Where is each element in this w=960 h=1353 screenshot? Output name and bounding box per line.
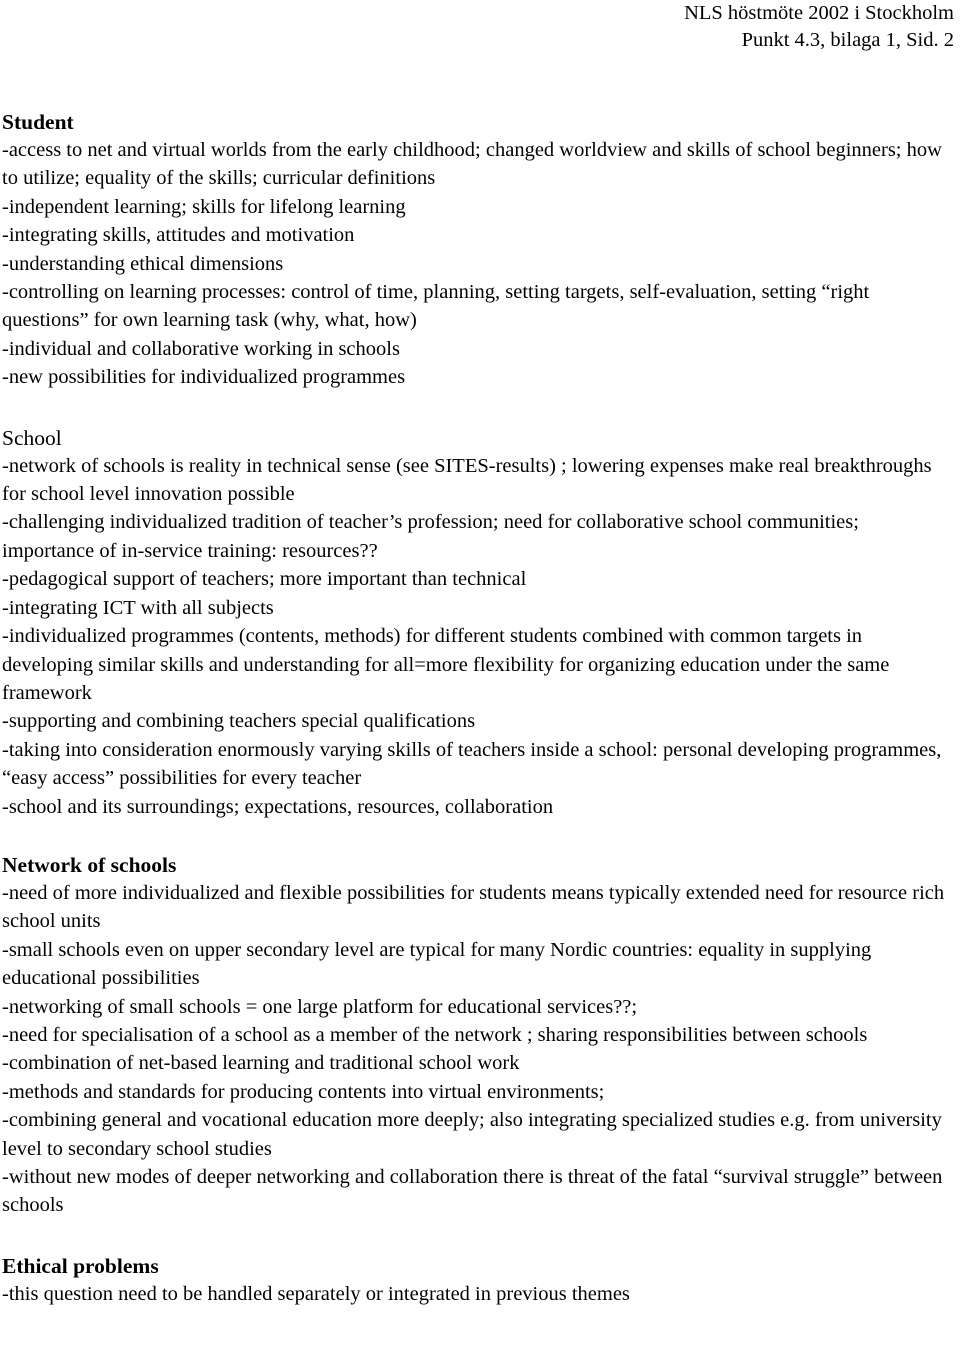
list-item: -pedagogical support of teachers; more important than technical (2, 568, 527, 591)
section-ethical-problems (2, 1252, 956, 1308)
list-item: -understanding ethical dimensions (2, 252, 284, 275)
section-heading-school: School (2, 425, 62, 450)
list-item: -integrating skills, attitudes and motivation (2, 224, 355, 247)
section-heading-ethical-problems: Ethical problems (2, 1253, 159, 1278)
list-item: -need of more individualized and flexible possibilities for students means typically extended need for resource rich school units (2, 881, 945, 933)
list-item: -challenging individualized tradition of teacher’s profession; need for collaborative school communities; importance of in-service training: resources?? (2, 511, 859, 562)
list-item: -without new modes of deeper networking and collaboration there is threat of the fatal “survival struggle” between schools (2, 1166, 943, 1217)
list-item: -networking of small schools = one large platform for educational services??; (2, 995, 638, 1018)
list-item: -individual and collaborative working in schools (2, 337, 400, 360)
list-item: -combining general and vocational education more deeply; also integrating specialized studies e.g. from university level to secondary school studies (2, 1109, 942, 1160)
list-item: -this question need to be handled separately or integrated in previous themes (2, 1282, 630, 1305)
list-item: -need for specialisation of a school as a member of the network ; sharing responsibilities between schools (2, 1023, 868, 1046)
page-header (2, 0, 954, 54)
list-item: -individualized programmes (contents, methods) for different students combined with common targets in developing similar skills and understanding for all=more flexibility for organizing education under the same framework (2, 625, 890, 704)
list-item: -controlling on learning processes: control of time, planning, setting targets, self-evaluation, setting “right questions” for own learning task (why, what, how) (2, 281, 870, 332)
list-item: -network of schools is reality in technical sense (see SITES-results) ; lowering expenses make real breakthroughs for school level innovation possible (2, 454, 932, 506)
header-meeting-line: NLS höstmöte 2002 i Stockholm (684, 2, 954, 24)
section-body-network-of-schools (2, 879, 956, 1220)
list-item: -new possibilities for individualized programmes (2, 366, 406, 389)
header-page-reference: Punkt 4.3, bilaga 1, Sid. 2 (741, 29, 954, 51)
section-body-student (2, 136, 956, 392)
list-item: -methods and standards for producing contents into virtual environments; (2, 1080, 605, 1103)
section-body-ethical-problems (2, 1280, 956, 1308)
list-item: -taking into consideration enormously varying skills of teachers inside a school: personal developing programmes, “easy access” possibilities for every teacher (2, 738, 942, 790)
list-item: -school and its surroundings; expectations, resources, collaboration (2, 795, 554, 818)
section-network-of-schools (2, 851, 956, 1220)
list-item: -independent learning; skills for lifelong learning (2, 195, 406, 218)
list-item: -small schools even on upper secondary level are typical for many Nordic countries: equality in supplying educational possibilities (2, 938, 872, 990)
section-heading-network-of-schools: Network of schools (2, 852, 177, 877)
section-body-school (2, 452, 956, 821)
list-item: -combination of net-based learning and traditional school work (2, 1052, 520, 1075)
list-item: -integrating ICT with all subjects (2, 596, 274, 619)
section-school (2, 424, 956, 821)
list-item: -access to net and virtual worlds from the early childhood; changed worldview and skills of school beginners; how to utilize; equality of the skills; curricular definitions (2, 139, 942, 190)
section-heading-student: Student (2, 110, 74, 134)
list-item: -supporting and combining teachers special qualifications (2, 710, 476, 733)
section-student (2, 108, 956, 392)
